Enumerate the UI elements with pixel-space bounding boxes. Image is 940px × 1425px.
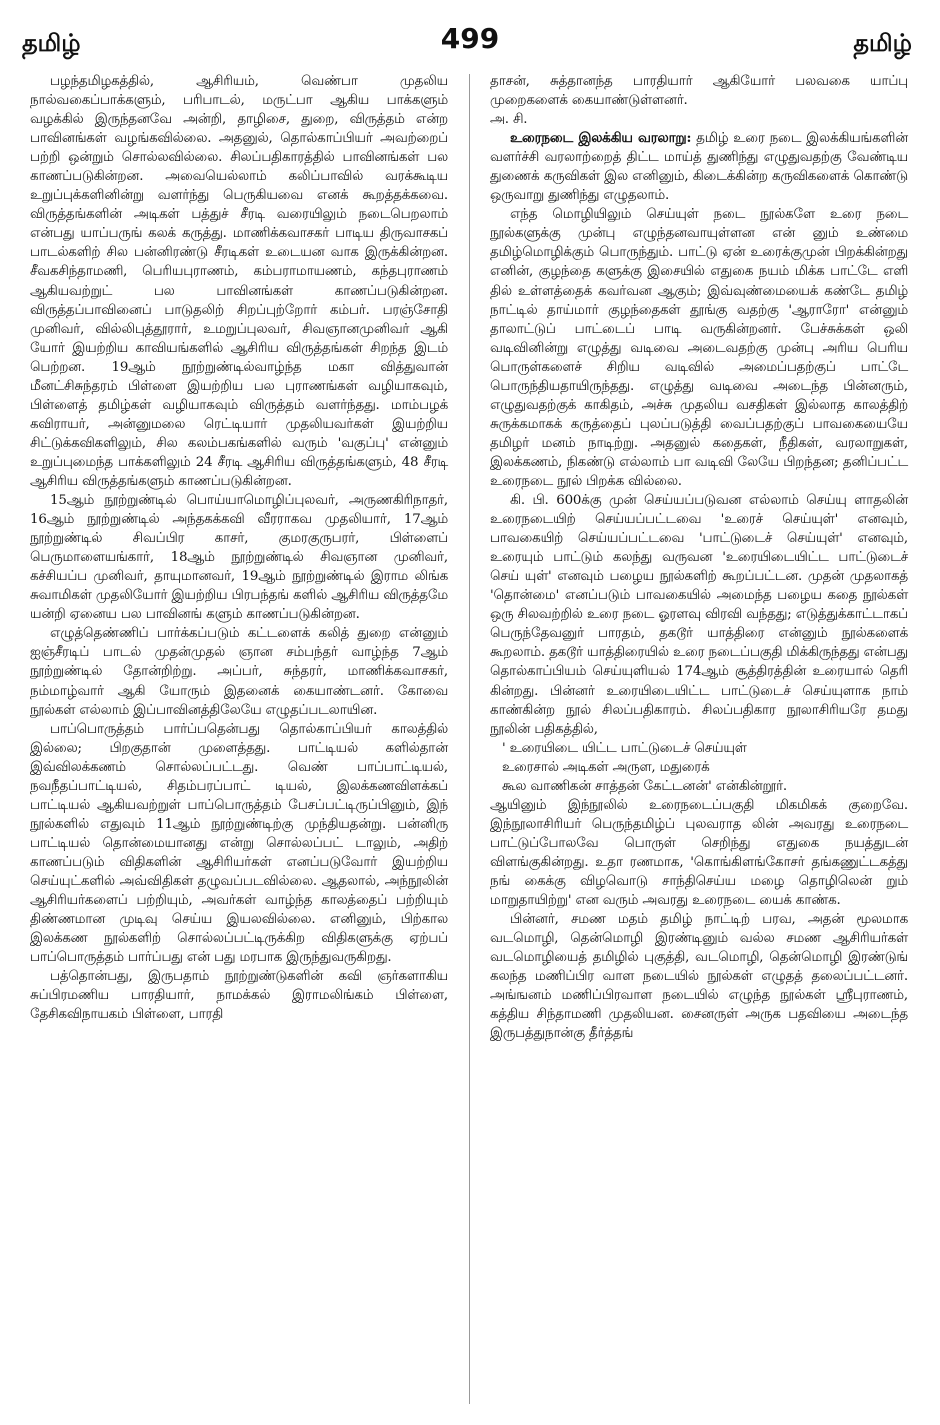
right-column [490, 72, 908, 1043]
page-number: 499 [440, 22, 500, 55]
running-head-right: தமிழ் [853, 29, 912, 57]
paragraph: பழந்தமிழகத்தில், ஆசிரியம், வெண்பா முதலிய நால்வகைப்பாக்களும், பரிபாடல், மருட்பா ஆகிய பாக்களும் வழக்கில் இருந்தனவே அன்றி, தாழிசை, துறை, விருத்தம் என்ற பாவினங்கள் வழங்கவில்லை. அதனுல், தொல்காப்பியர் அவற்றைப் பற்றி ஒன்றும் சொல்லவில்லை. சிலப்பதிகாரத்தில் பாவினங்கள் பல காணப்படுகின்றன. அவையெல்லாம் கலிப்பாவில் வரக்கூடிய உறுப்புக்களினின்று வளர்ந்து பெருகியவை எனக் கூறத்தக்கவை. விருத்தங்களின் அடிகள் பத்துச் சீரடி வரையிலும் நடைபெறலாம் என்பது யாப்பருங் கலக் கருத்து. மாணிக்கவாசகர் பாடிய திருவாசகப் பாடல்களிற் சில பன்னிரண்டு சீரடிகள் உடையன வாக இருக்கின்றன. சீவகசிந்தாமணி, பெரியபுராணம், கம்பராமாயணம், கந்தபுராணம் ஆகியவற்றுட் பல பாவினங்கள் காணப்படுகின்றன. விருத்தப்பாவினைப் பாடுதலிற் சிறப்புற்றோர் கம்பர். பரஞ்சோதி முனிவர், வில்லிபுத்தூரார், உமறுப்புலவர், சிவஞானமுனிவர் ஆகி யோர் இயற்றிய காவியங்களில் ஆசிரிய விருத்தங்கள் சிறந்த இடம் பெற்றன. 19ஆம் நூற்றுண்டில்வாழ்ந்த மகா வித்துவான் மீனட்சிசுந்தரம் பிள்ளை இயற்றிய பல புராணங்கள் வழியாகவும், பிள்ளைத் தமிழ்கள் வழியாகவும் விருத்தம் வளர்ந்தது. மாம்பழக் கவிராயர், அன்னுமலை ரெட்டியார் முதலியவர்கள் இயற்றிய சிட்டுக்கவிகளிலும், சில கலம்பகங்களில் வரும் 'வகுப்பு' என்னும் உறுப்புமைந்த பாக்களிலும் 24 சீரடி ஆசிரிய விருத்தங்களும், 48 சீரடி ஆசிரிய விருத்தங்களும் காணப்படுகின்றன. [30, 74, 448, 489]
paragraph: 15ஆம் நூற்றுண்டில் பொய்யாமொழிப்புலவர், அருணகிரிநாதர், 16ஆம் நூற்றுண்டில் அந்தகக்கவி வீரராகவ முதலியார், 17ஆம் நூற்றுண்டில் சிவப்பிர காசர், குமரகுருபரர், பிள்ளைப் பெருமாளையங்கார், 18ஆம் நூற்றுண்டில் சிவஞான முனிவர், கச்சியப்ப முனிவர், தாயுமானவர், 19ஆம் நூற்றுண்டில் இராம லிங்க சுவாமிகள் முதலியோர் இயற்றிய பிரபந்தங் களில் ஆசிரிய விருத்தமே யன்றி ஏனைய பல பாவினங் களும் காணப்படுகின்றன. [30, 493, 448, 623]
verse-line: உரைசால் அடிகள் அருள, மதுரைக் [502, 759, 710, 775]
paragraph: பின்னர், சமண மதம் தமிழ் நாட்டிற் பரவ, அதன் மூலமாக வடமொழி, தென்மொழி இரண்டினும் வல்ல சமண ஆசிரியர்கள் வடமொழியைத் தமிழில் புகுத்தி, வடமொழி, தென்மொழி இரண்டுங் கலந்த மணிப்பிர வாள நடையில் நூல்கள் எழுதத் தலைப்பட்டனர். அங்ஙனம் மணிப்பிரவாள நடையில் எழுந்த நூல்கள் ஸ்ரீபுராணம், கத்திய சிந்தாமணி முதலியன. சைனருள் அருக பதவியை அடைந்த இருபத்துநான்கு தீர்த்தங் [490, 912, 908, 1042]
column-divider [469, 74, 470, 1404]
section-intro: தமிழ் உரை நடை இலக்கியங்களின் வளர்ச்சி வரலாற்றைத் திட்ட மாய்த் துணிந்து எழுதுவதற்கு வேண்டிய துணைக் கருவிகள் இல எனினும், கிடைக்கின்ற கருவிகளைக் கொண்டு ஒருவாறு துணிந்து எழுதலாம். [490, 131, 908, 204]
paragraph: எந்த மொழியிலும் செய்யுள் நடை நூல்களே உரை நடை நூல்களுக்கு முன்பு எழுந்தனவாயுள்ளன என் னும் உண்மை தமிழ்மொழிக்கும் பொருந்தும். பாட்டு ஏன் உரைக்குமுன் பிறக்கின்றது எனின், குழந்தை களுக்கு இசையில் எதுகை நயம் மிக்க பாட்டே எளி தில் உள்ளத்தைக் கவர்வன ஆகும்; இவ்வுண்மையைக் கண்டே தமிழ் நாட்டில் தாய்மார் குழந்தைகள் தூங்கு வதற்கு 'ஆராரோ' என்னும் தாலாட்டுப் பாட்டைப் பாடி வருகின்றனர். பேச்சுக்கள் ஒலி வடிவினின்று எழுத்து வடிவை அடைவதற்கு முன்பு அரிய பெரிய பொருள்களைச் சிறிய வடிவில் அமைப்பதற்குப் பாட்டே பொருந்தியதாயிருந்தது. எழுத்து வடிவை அடைந்த பின்னரும், எழுதுவதற்குக் காகிதம், அச்சு முதலிய வசதிகள் இல்லாத காலத்திற் சுருக்கமாகக் கருத்தைப் புலப்படுத்தி வைப்பதற்குப் பாவகையையே தமிழர் மனம் நாடிற்று. அதனுல் கதைகள், நீதிகள், வரலாறுகள், இலக்கணம், நிகண்டு எல்லாம் பா வடிவி லேயே பிறந்தன; தனிப்பட்ட உரைநடை நூல் பிறக்க வில்லை. [490, 207, 908, 489]
paragraph: பாப்பொருத்தம் பார்ப்பதென்பது தொல்காப்பியர் காலத்தில் இல்லை; பிறகுதான் முளைத்தது. பாட்டியல் களில்தான் இவ்விலக்கணம் சொல்லப்பட்டது. வெண் பாப்பாட்டியல், நவநீதப்பாட்டியல், சிதம்பரப்பாட் டியல், இலக்கணவிளக்கப் பாட்டியல் ஆகியவற்றுள் பாப்பொருத்தம் பேசப்பட்டிருப்பினும், இந் நூல்களில் எதுவும் 11ஆம் நூற்றுண்டிற்கு முந்தியதன்று. பன்னிரு பாட்டியல் தொன்மையானது என்று சொல்லப்பட் டாலும், அதிற் காணப்படும் விதிகளின் ஆசிரியர்கள் எனப்படுவோர் இயற்றிய செய்யுட்களில் அவ்விதிகள் தழுவப்படவில்லை. ஆதலால், அந்நூலின் ஆசிரியர்களைப் பற்றியும், அவர்கள் வாழ்ந்த காலத்தைப் பற்றியும் திண்ணமான முடிவு செய்ய இயலவில்லை. எனினும், பிற்கால இலக்கண நூல்களிற் சொல்லப்பட்டிருக்கிற விதிகளுக்கு ஏற்பப் பாப்பொருத்தம் பார்ப்பது என் பது மரபாக இருந்துவருகிறது. [30, 721, 448, 966]
running-head-left: தமிழ் [22, 29, 81, 57]
author-initials: அ. சி. [490, 112, 528, 128]
paragraph: கி. பி. 600க்கு முன் செய்யப்படுவன எல்லாம் செய்யு ளாதலின் உரைநடையிற் செய்யப்பட்டவை 'உரைச் செய்யுள்' எனவும், பாவகையிற் செய்யப்பட்டவை 'பாட்டுடைச் செய்யுள்' எனவும், உரையும் பாட்டும் கலந்து வருவன 'உரையிடையிட்ட பாட்டுடைச் செய் யுள்' எனவும் பழைய நூல்களிற் கூறப்பட்டன. முதன் முதலாகத் 'தொன்மை' எனப்படும் பாவகையில் அமைந்த பழைய கதை நூல்கள் ஒரு சிலவற்றில் உரை நடை ஓரளவு விரவி வந்தது; எடுத்துக்காட்டாகப் பெருந்தேவனுர் பாரதம், தகடூர் யாத்திரை என்னும் நூல்களைக் கூறலாம். தகடூர் யாத்திரையில் உரை நடைப்பகுதி மிக்கிருந்தது என்பது தொல்காப்பியம் செய்யுளியல் 174ஆம் சூத்திரத்தின் உரையால் தெரி கின்றது. பின்னர் உரையிடையிட்ட பாட்டுடைச் செய்யுளாக நாம் காண்கின்ற நூல் சிலப்பதிகாரம். சிலப்பதிகார நூலாசிரியரே தமது நூலின் பதிகத்தில், [490, 493, 908, 737]
paragraph: பத்தொன்பது, இருபதாம் நூற்றுண்டுகளின் கவி ஞர்களாகிய சுப்பிரமணிய பாரதியார், நாமக்கல் இராமலிங்கம் பிள்ளை, தேசிகவிநாயகம் பிள்ளை, பாரதி [30, 969, 448, 1023]
section-paragraph [490, 129, 908, 205]
left-column [30, 72, 448, 1024]
verse-line: ' உரையிடை யிட்ட பாட்டுடைச் செய்யுள் [502, 740, 747, 756]
paragraph: தாசன், சுத்தானந்த பாரதியார் ஆகியோர் பலவகை யாப்பு முறைகளைக் கையாண்டுள்ளனர். [490, 74, 908, 109]
paragraph: ஆயினும் இந்நூலில் உரைநடைப்பகுதி மிகமிகக் குறைவே. இந்நூலாசிரியர் பெருந்தமிழ்ப் புலவராத லின் அவரது உரைநடை பாட்டுப்போலவே பொருள் செறிந்து எதுகை நயத்துடன் விளங்குகின்றது. உதா ரணமாக, 'கொங்கிளங்கோசர் தங்கணுட்டகத்து நங் கைக்கு விழவொடு சாந்திசெய்ய மழை தொழிலென் றும் மாறுதாயிற்று' என வரும் அவரது உரைநடை யைக் காண்க. [490, 797, 908, 909]
verse-line: கூல வாணிகன் சாத்தன் கேட்டனன்' என்கின்றூர். [502, 778, 788, 794]
section-heading: உரைநடை இலக்கிய வரலாறு: [510, 130, 692, 147]
paragraph: எழுத்தெண்ணிப் பார்க்கப்படும் கட்டளைக் கலித் துறை என்னும் ஐஞ்சீரடிப் பாடல் முதன்முதல் ஞான சம்பந்தர் வாழ்ந்த 7ஆம் நூற்றுண்டில் தோன்றிற்று. அப்பர், சுந்தரர், மாணிக்கவாசகர், நம்மாழ்வார் ஆகி யோரும் இதனைக் கையாண்டனர். கோவை நூல்கள் எல்லாம் இப்பாவினத்திலேயே எழுதப்படலாயின. [30, 626, 448, 718]
